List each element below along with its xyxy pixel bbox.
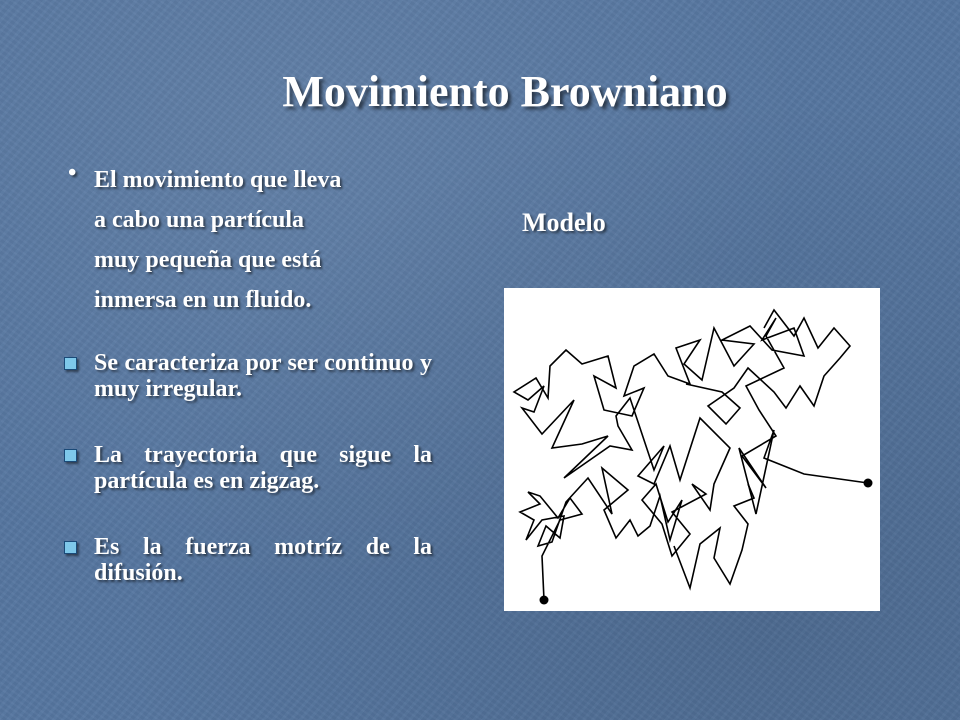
bullet-item	[62, 534, 432, 586]
bullet-text: Se caracteriza por ser continuo y muy irregular.	[94, 350, 432, 402]
bullet-item	[62, 350, 432, 402]
bullet-list	[62, 350, 432, 586]
intro-line: muy pequeña que está	[94, 247, 322, 273]
square-bullet-icon	[64, 357, 77, 370]
intro-line: El movimiento que lleva	[94, 167, 342, 193]
slide-title: Movimiento Browniano	[282, 67, 728, 116]
round-bullet-icon: •	[68, 160, 77, 186]
bullet-item	[62, 442, 432, 494]
intro-line: inmersa en un fluido.	[94, 287, 312, 313]
path-start-dot	[540, 596, 549, 605]
brownian-model-image	[504, 288, 880, 611]
brownian-path-drawing	[504, 288, 880, 611]
slide-body	[62, 160, 432, 586]
brownian-path	[674, 484, 754, 588]
brownian-path	[686, 310, 850, 424]
brownian-path	[514, 318, 868, 600]
bullet-text: Es la fuerza motríz de la difusión.	[94, 534, 432, 586]
intro-bullet-item	[62, 160, 432, 320]
path-end-dot	[864, 479, 873, 488]
square-bullet-icon	[64, 541, 77, 554]
model-label: Modelo	[522, 208, 606, 237]
square-bullet-icon	[64, 449, 77, 462]
intro-line: a cabo una partícula	[94, 207, 305, 233]
bullet-text: La trayectoria que sigue la partícula es en zigzag.	[94, 442, 432, 494]
